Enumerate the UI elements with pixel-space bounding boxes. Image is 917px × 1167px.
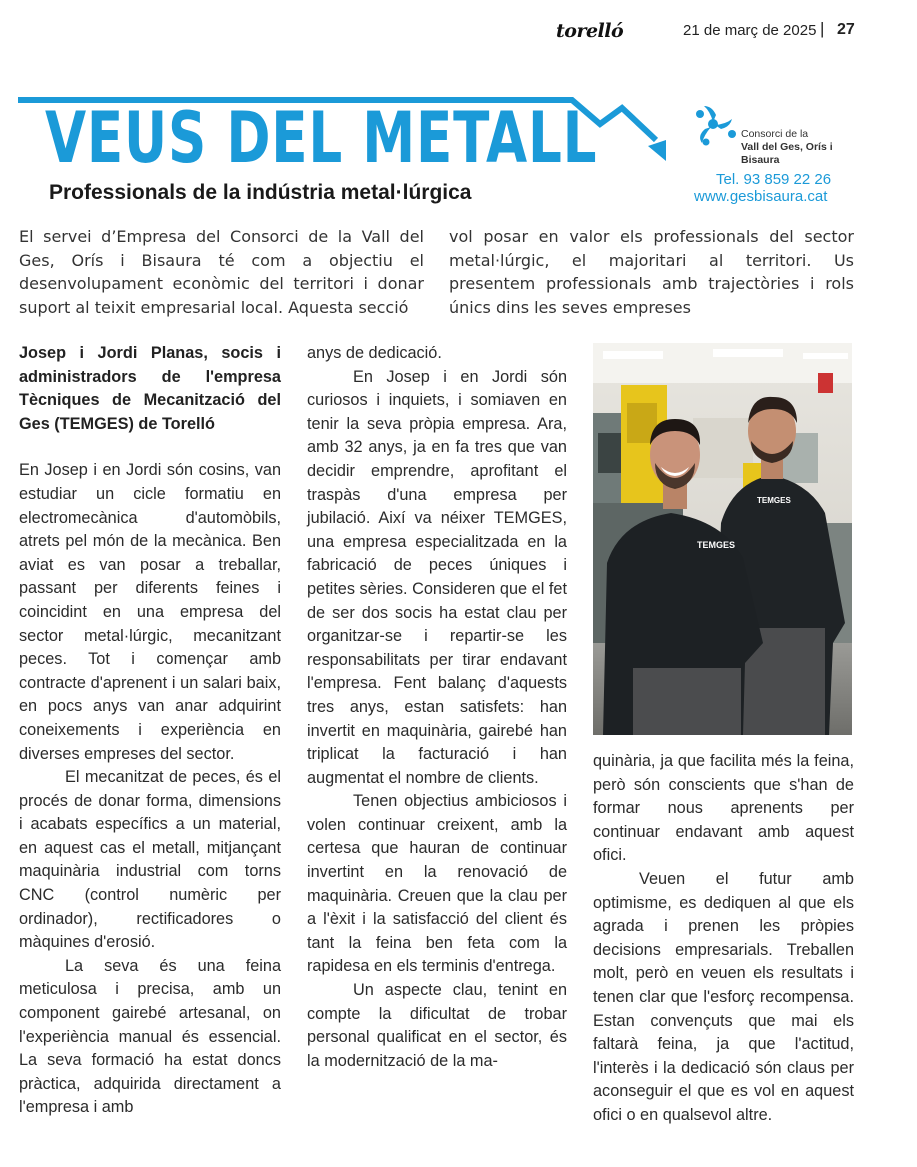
- article-paragraph: anys de dedicació.: [307, 344, 442, 362]
- shirt-logo-left: TEMGES: [697, 540, 736, 550]
- contact-phone: Tel. 93 859 22 26: [716, 171, 832, 188]
- logo-text-line2: Vall del Ges, Orís i: [741, 141, 833, 153]
- logo-text-line3: Bisaura: [741, 154, 780, 166]
- workshop-photo-illustration: [593, 343, 852, 735]
- article-paragraph: Un aspecte clau, tenint en compte la dificultat de trobar personal qualificat en el sector, és la modernització de la ma-: [307, 981, 567, 1070]
- section-title: VEUS DEL METALL: [45, 97, 598, 179]
- contact-website[interactable]: www.gesbisaura.cat: [694, 188, 828, 205]
- article-lede: Josep i Jordi Planas, socis i administradors de l'empresa Tècniques de Mecanització del Ges (TEMGES) de Torelló: [19, 344, 281, 433]
- article-column-2: [307, 342, 567, 1073]
- logo-text-line1: Consorci de la: [741, 128, 809, 140]
- intro-left-text: El servei d’Empresa del Consorci de la Vall del Ges, Orís i Bisaura té com a objectiu el desenvolupament econòmic del territori i donar suport al teixit empresarial local. Aquesta secció: [19, 227, 424, 318]
- article-paragraph: quinària, ja que facilita més la feina, però són conscients que s'han de formar nous aprenents per continuar endavant amb aquest ofici.: [593, 752, 854, 865]
- article-photo: [593, 343, 852, 735]
- shirt-logo-right: TEMGES: [757, 496, 791, 505]
- article-paragraph: Tenen objectius ambiciosos i volen continuar creixent, amb la certesa que hauran de continuar invertint en la renovació de maquinària. Creuen que la clau per a l'èxit i la satisfacció del client és tant la feina ben feta com la rapidesa en els terminis d'entrega.: [307, 792, 567, 976]
- article-paragraph: En Josep i en Jordi són cosins, van estudiar un cicle formatiu en electromecànica d'automòbils, atrets pel món de la mecànica. Ben aviat es van posar a treballar, passant per diferents feines i coincidint en una empresa del sector metal·lúrgic, mecanitzant peces. Tot i començar amb contracte d'aprenent i un salari baix, en pocs anys van anar adquirint coneixements i experiència en diverses empreses del sector.: [19, 461, 281, 763]
- article-paragraph: La seva és una feina meticulosa i precisa, amb un component gairebé artesanal, on l'experiència manual és essencial. La seva formació ha estat doncs pràctica, adquirida directament a l'empresa i amb: [19, 956, 281, 1117]
- header-separator: |: [820, 19, 825, 38]
- intro-left: [19, 225, 424, 320]
- issue-date: 21 de març de 2025: [683, 22, 817, 39]
- article-paragraph: Veuen el futur amb optimisme, es dediquen al que els agrada i prenen les pròpies decisions empresarials. Treballen molt, però en veuen els resultats i tenen clar que l'esforç recompensa. Estan convençuts que mai els faltarà feina, ja que l'actitud, l'interès i la dedicació són claus per aconseguir el que es vol en aquest ofici o en qualsevol altre.: [593, 869, 854, 1124]
- article-column-1: [19, 342, 281, 1120]
- intro-right-text: vol posar en valor els professionals del sector metal·lúrgic, el majoritari al territori. Us presentem professionals amb trajectòries i rols únics dins les seves empreses: [449, 227, 854, 318]
- consorci-logo-icon: [690, 102, 736, 148]
- intro-right: [449, 225, 854, 320]
- section-subtitle: Professionals de la indústria metal·lúrgica: [49, 181, 472, 204]
- article-paragraph: En Josep i en Jordi són curiosos i inquiets, i somiaven en tenir la seva pròpia empresa. Ara, amb 32 anys, ja en fa tres que van decidir emprendre, aprofitant el traspàs d'una empresa per jubilació. Així va néixer TEMGES, una empresa especialitzada en la fabricació de peces úniques i petites sèries. Consideren que el fet de ser dos socis ha estat clau per organitzar-se i repartir-se les responsabilitats per tirar endavant l'empresa. Fent balanç d'aquests tres anys, estan satisfets: han invertit en maquinària, gairebé han triplicat la facturació i han augmentat el nombre de clients.: [307, 367, 567, 787]
- page-number: 27: [837, 21, 855, 38]
- publication-brand: torelló: [556, 20, 624, 42]
- article-paragraph: El mecanitzat de peces, és el procés de donar forma, dimensions i acabats específics a un material, en aquest cas el metall, mitjançant maquinària industrial com torns CNC (control numèric per ordinador), rectificadores o màquines d'erosió.: [19, 768, 281, 952]
- article-column-3: [593, 750, 854, 1128]
